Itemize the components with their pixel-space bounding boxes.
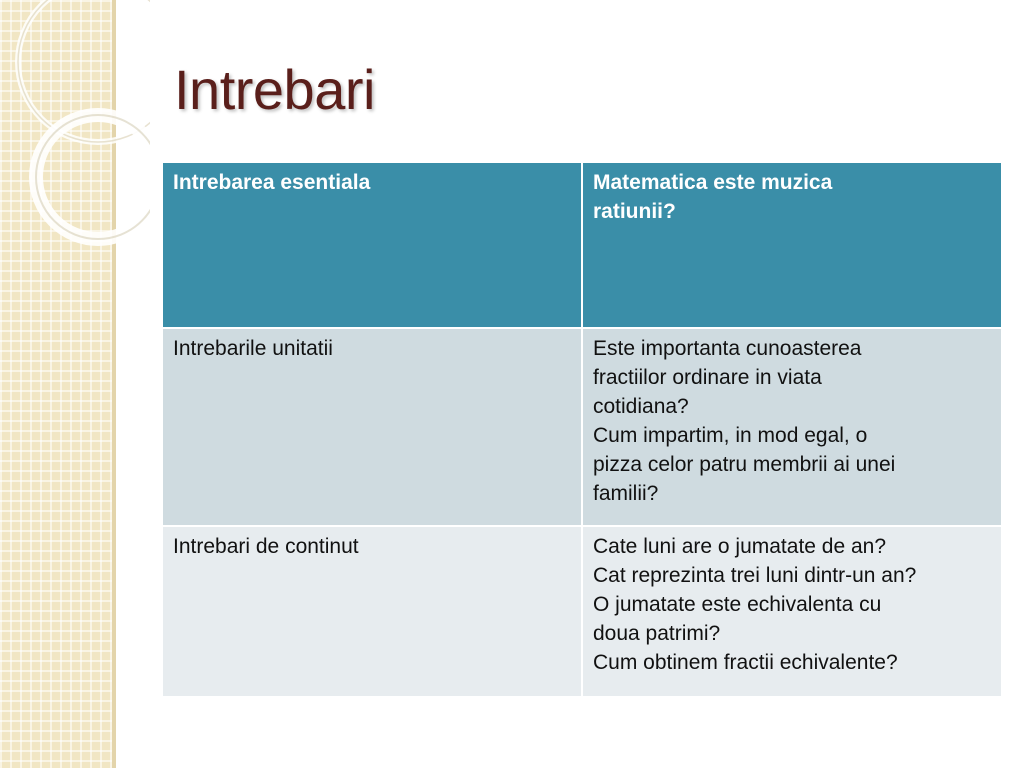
question-line: Cate luni are o jumatate de an? [593,535,887,558]
row-content-cell [582,328,1002,526]
question-line: O jumatate este echivalenta cu [593,593,882,616]
question-line: doua patrimi? [593,622,721,645]
header-right-line: Matematica este muzica [593,171,833,194]
question-line: Cum obtinem fractii echivalente? [593,651,898,674]
row-label: Intrebari de continut [173,535,359,558]
decorative-circles [0,0,150,260]
question-line: fractiilor ordinare in viata [593,366,822,389]
header-cell-right [582,162,1002,328]
question-line: familii? [593,482,659,505]
table-row [162,526,1002,697]
question-line: Cum impartim, in mod egal, o [593,424,868,447]
row-label: Intrebarile unitatii [173,337,333,360]
slide-title: Intrebari [174,58,375,121]
questions-table [161,161,1003,698]
question-line: pizza celor patru membrii ai unei [593,453,896,476]
row-label-cell [162,526,582,697]
row-label-cell [162,328,582,526]
question-line: Este importanta cunoasterea [593,337,862,360]
header-left-text: Intrebarea esentiala [173,171,371,194]
table-header-row [162,162,1002,328]
question-line: Cat reprezinta trei luni dintr-un an? [593,564,917,587]
header-right-line: ratiunii? [593,200,676,223]
table-row [162,328,1002,526]
question-line: cotidiana? [593,395,689,418]
header-cell-left [162,162,582,328]
row-content-cell [582,526,1002,697]
